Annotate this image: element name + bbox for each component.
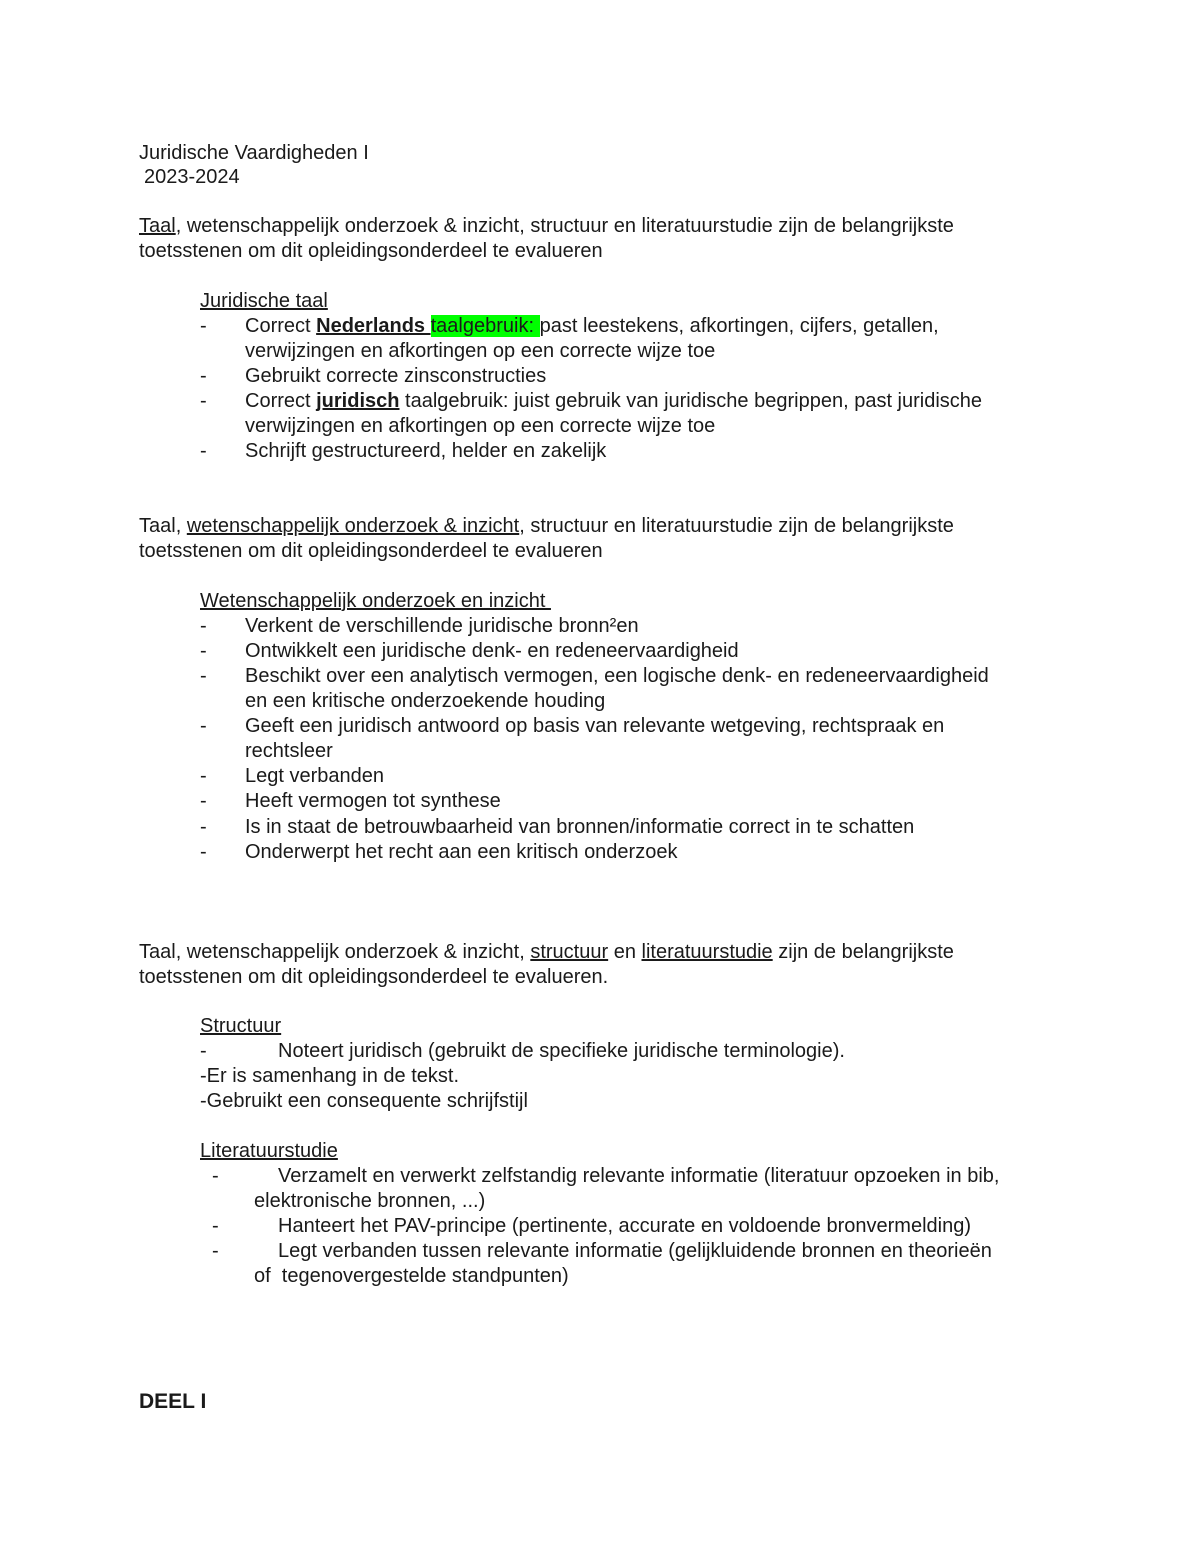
taal-intro-line1 [139,214,954,239]
structuur-intro-line2: toetsstenen om dit opleidingsonderdeel te evalueren. [139,966,609,988]
structuur-intro-post: zijn de belangrijkste [772,941,954,963]
literatuur-item-1-cont: elektronische bronnen, ...) [254,1190,486,1212]
taal-item-4: Schrijft gestructureerd, helder en zakelijk [245,440,607,462]
structuur-underlined-keyword: structuur [530,941,609,963]
bullet-dash: - [200,665,207,687]
onderzoek-item-4: Geeft een juridisch antwoord op basis van relevante wetgeving, rechtspraak en [245,715,945,737]
nederlands-bold: Nederlands [316,315,431,337]
onderzoek-intro-pre: Taal, [139,515,187,537]
bullet-dash: - [200,440,207,462]
literatuur-item-1: Verzamelt en verwerkt zelfstandig relevante informatie (literatuur opzoeken in bib, [278,1165,1000,1187]
bullet-dash: - [200,640,207,662]
bullet-dash: - [200,315,207,337]
bullet-dash: - [200,841,207,863]
literatuur-item-2: Hanteert het PAV-principe (pertinente, accurate en voldoende bronvermelding) [278,1215,971,1237]
taal-item-1 [245,314,939,339]
document-title: Juridische Vaardigheden I [139,142,369,164]
onderzoek-item-8: Onderwerpt het recht aan een kritisch onderzoek [245,841,678,863]
onderzoek-item-1: Verkent de verschillende juridische bronn²en [245,615,639,637]
literatuur-heading: Literatuurstudie [200,1140,338,1162]
taal-item-3-post: taalgebruik: juist gebruik van juridische begrippen, past juridische [399,390,983,412]
taal-item-1-post: past leestekens, afkortingen, cijfers, getallen, [539,315,939,337]
structuur-intro-pre: Taal, wetenschappelijk onderzoek & inzicht, [139,941,531,963]
onderzoek-item-7: Is in staat de betrouwbaarheid van bronnen/informatie correct in te schatten [245,816,915,838]
onderzoek-underlined-keyword: wetenschappelijk onderzoek & inzicht [186,515,520,537]
taal-intro-rest: , wetenschappelijk onderzoek & inzicht, structuur en literatuurstudie zijn de belangrijkste [175,215,954,237]
literatuurstudie-underlined-keyword: literatuurstudie [641,941,773,963]
onderzoek-intro-post: , structuur en literatuurstudie zijn de belangrijkste [519,515,954,537]
onderzoek-item-6: Heeft vermogen tot synthese [245,790,501,812]
bullet-dash: - [200,390,207,412]
bullet-dash: - [212,1240,219,1262]
onderzoek-item-2: Ontwikkelt een juridische denk- en redeneervaardigheid [245,640,739,662]
taal-item-3 [245,389,982,414]
juridische-taal-heading: Juridische taal [200,290,328,312]
onderzoek-intro-line2: toetsstenen om dit opleidingsonderdeel te evalueren [139,540,603,562]
document-year: 2023-2024 [144,166,240,188]
bullet-dash: - [200,1040,207,1062]
bullet-dash: - [212,1165,219,1187]
taal-item-3-cont: verwijzingen en afkortingen op een correcte wijze toe [245,415,716,437]
bullet-dash: - [200,765,207,787]
taal-item-1-cont: verwijzingen en afkortingen op een correcte wijze toe [245,340,716,362]
onderzoek-item-3: Beschikt over een analytisch vermogen, een logische denk- en redeneervaardigheid [245,665,989,687]
bullet-dash: - [200,715,207,737]
taalgebruik-highlight: taalgebruik: [430,315,540,337]
structuur-item-3: -Gebruikt een consequente schrijfstijl [200,1090,528,1112]
structuur-item-2: -Er is samenhang in de tekst. [200,1065,460,1087]
taal-item-2: Gebruikt correcte zinsconstructies [245,365,547,387]
juridisch-bold: juridisch [316,390,400,412]
literatuur-item-3: Legt verbanden tussen relevante informatie (gelijkluidende bronnen en theorieën [278,1240,992,1262]
structuur-intro-mid: en [608,941,642,963]
bullet-dash: - [200,365,207,387]
onderzoek-heading: Wetenschappelijk onderzoek en inzicht [200,590,551,612]
bullet-dash: - [200,816,207,838]
onderzoek-item-5: Legt verbanden [245,765,385,787]
taal-underlined-keyword: Taal [139,215,176,237]
bullet-dash: - [200,615,207,637]
structuur-item-1: Noteert juridisch (gebruikt de specifieke juridische terminologie). [278,1040,845,1062]
onderzoek-item-3-cont: en een kritische onderzoekende houding [245,690,606,712]
bullet-dash: - [200,790,207,812]
taal-item-1-pre: Correct [245,315,317,337]
bullet-dash: - [212,1215,219,1237]
taal-item-3-pre: Correct [245,390,317,412]
structuur-heading: Structuur [200,1015,282,1037]
taal-intro-line2: toetsstenen om dit opleidingsonderdeel te evalueren [139,240,603,262]
deel-heading: DEEL I [139,1390,207,1413]
onderzoek-item-4-cont: rechtsleer [245,740,333,762]
onderzoek-intro-line1 [139,514,954,539]
structuur-intro-line1 [139,940,954,965]
literatuur-item-3-cont: of tegenovergestelde standpunten) [254,1265,569,1287]
